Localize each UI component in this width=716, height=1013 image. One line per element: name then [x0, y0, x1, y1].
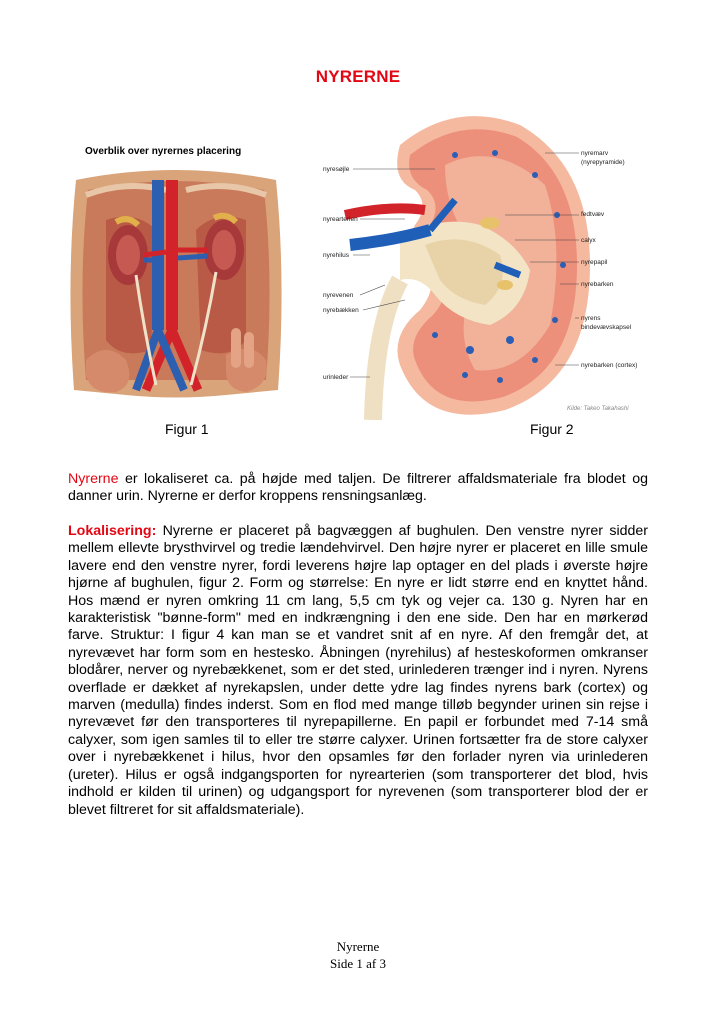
label-bindevaevskapsel: bindevævskapsel: [581, 324, 632, 331]
page-title: NYRERNE: [315, 67, 401, 86]
footer-page-number: Side 1 af 3: [330, 956, 386, 971]
figure2-kidney-section-illustration: [305, 105, 645, 420]
page-footer: [0, 938, 716, 972]
figure1-caption: Figur 1: [165, 421, 209, 437]
label-fedtvaev: fedtvæv: [581, 211, 605, 218]
figure1-anatomy-illustration: [66, 160, 286, 400]
label-urinleder: urinleder: [323, 374, 349, 381]
intro-text: er lokaliseret ca. på højde med taljen. De filtrerer affaldsmateriale fra blodet og danner urin. Nyrerne er derfor kroppens rensningsanlæg.: [68, 471, 648, 505]
label-nyrearterien: nyrearterien: [323, 216, 358, 223]
localization-lead: Lokalisering:: [68, 523, 157, 539]
footer-title: Nyrerne: [336, 939, 380, 954]
label-nyresojle: nyresøjle: [323, 166, 350, 173]
label-nyrepyramide: (nyrepyramide): [581, 159, 625, 166]
label-calyx: calyx: [581, 237, 596, 244]
label-nyremarv: nyremarv: [581, 150, 609, 157]
localization-text: Nyrerne er placeret på bagvæggen af bughulen. Den venstre nyrer sidder mellem ellevte brysthvirvel og tredie lændehvirvel. Den højre nyrer er placeret en lille smule lavere end den venstre nyrer, fordi leverens højre lap optager en del plads i øverste højre hjørne af bughulen, figur 2. Form og størrelse: En nyre er lidt større end en knyttet hånd. Hos mænd er nyren omkring 11 cm lang, 5,5 cm tyk og vejer ca. 130 g. Nyren har en karakteristisk "bønne-form" med en indkrængning i den ene side. Den har en mørkerød farve. Struktur: I figur 4 kan man se et vandret snit af en nyre. Af den fremgår det, at nyrevævet har form som en hestesko. Åbningen (nyrehilus) af hesteskoformen omkranser blodårer, nerver og nyrebækkenet, som er det sted, urinlederen trænger ind i nyren. Nyrens overflade er dækket af nyrekapslen, under dette ydre lag findes nyrens bark (cortex) og marven (medulla) findes inderst. Som en flod med mange tilløb begynder urinen sin rejse i nyrevævet før den transporteres til nyrepapillerne. En papil er forbundet med 7-14 små calyxer, som igen samles til to eller tre større calyxer. Urinen fortsætter fra de store calyxer over i nyrebækkenet i hilus, hvor den opsamles før den forlader nyren via urinlederen (ureter). Hilus er også indgangsporten for nyrearterien (som transporterer det blod, hvis indhold er kilden til urinen) og udgangsport for nyrevenen (som transporterer blod der er blevet filtreret for sit affaldsmateriale).: [68, 523, 648, 818]
figure2-credit: Kilde: Takeo Takahashi: [567, 406, 629, 412]
label-nyrebaekken: nyrebækken: [323, 307, 359, 314]
label-nyrens: nyrens: [581, 315, 601, 322]
label-nyrebarken: nyrebarken: [581, 281, 614, 288]
label-nyrebarken-cortex: nyrebarken (cortex): [581, 362, 638, 369]
figure2-caption: Figur 2: [530, 421, 574, 437]
label-nyrepapil: nyrepapil: [581, 259, 608, 266]
label-nyrehilus: nyrehilus: [323, 252, 350, 259]
localization-paragraph: [68, 523, 648, 819]
intro-paragraph: [68, 471, 648, 506]
label-nyrevenen: nyrevenen: [323, 292, 354, 299]
intro-lead: Nyrerne: [68, 471, 119, 487]
figure1-heading: Overblik over nyrernes placering: [85, 146, 242, 157]
